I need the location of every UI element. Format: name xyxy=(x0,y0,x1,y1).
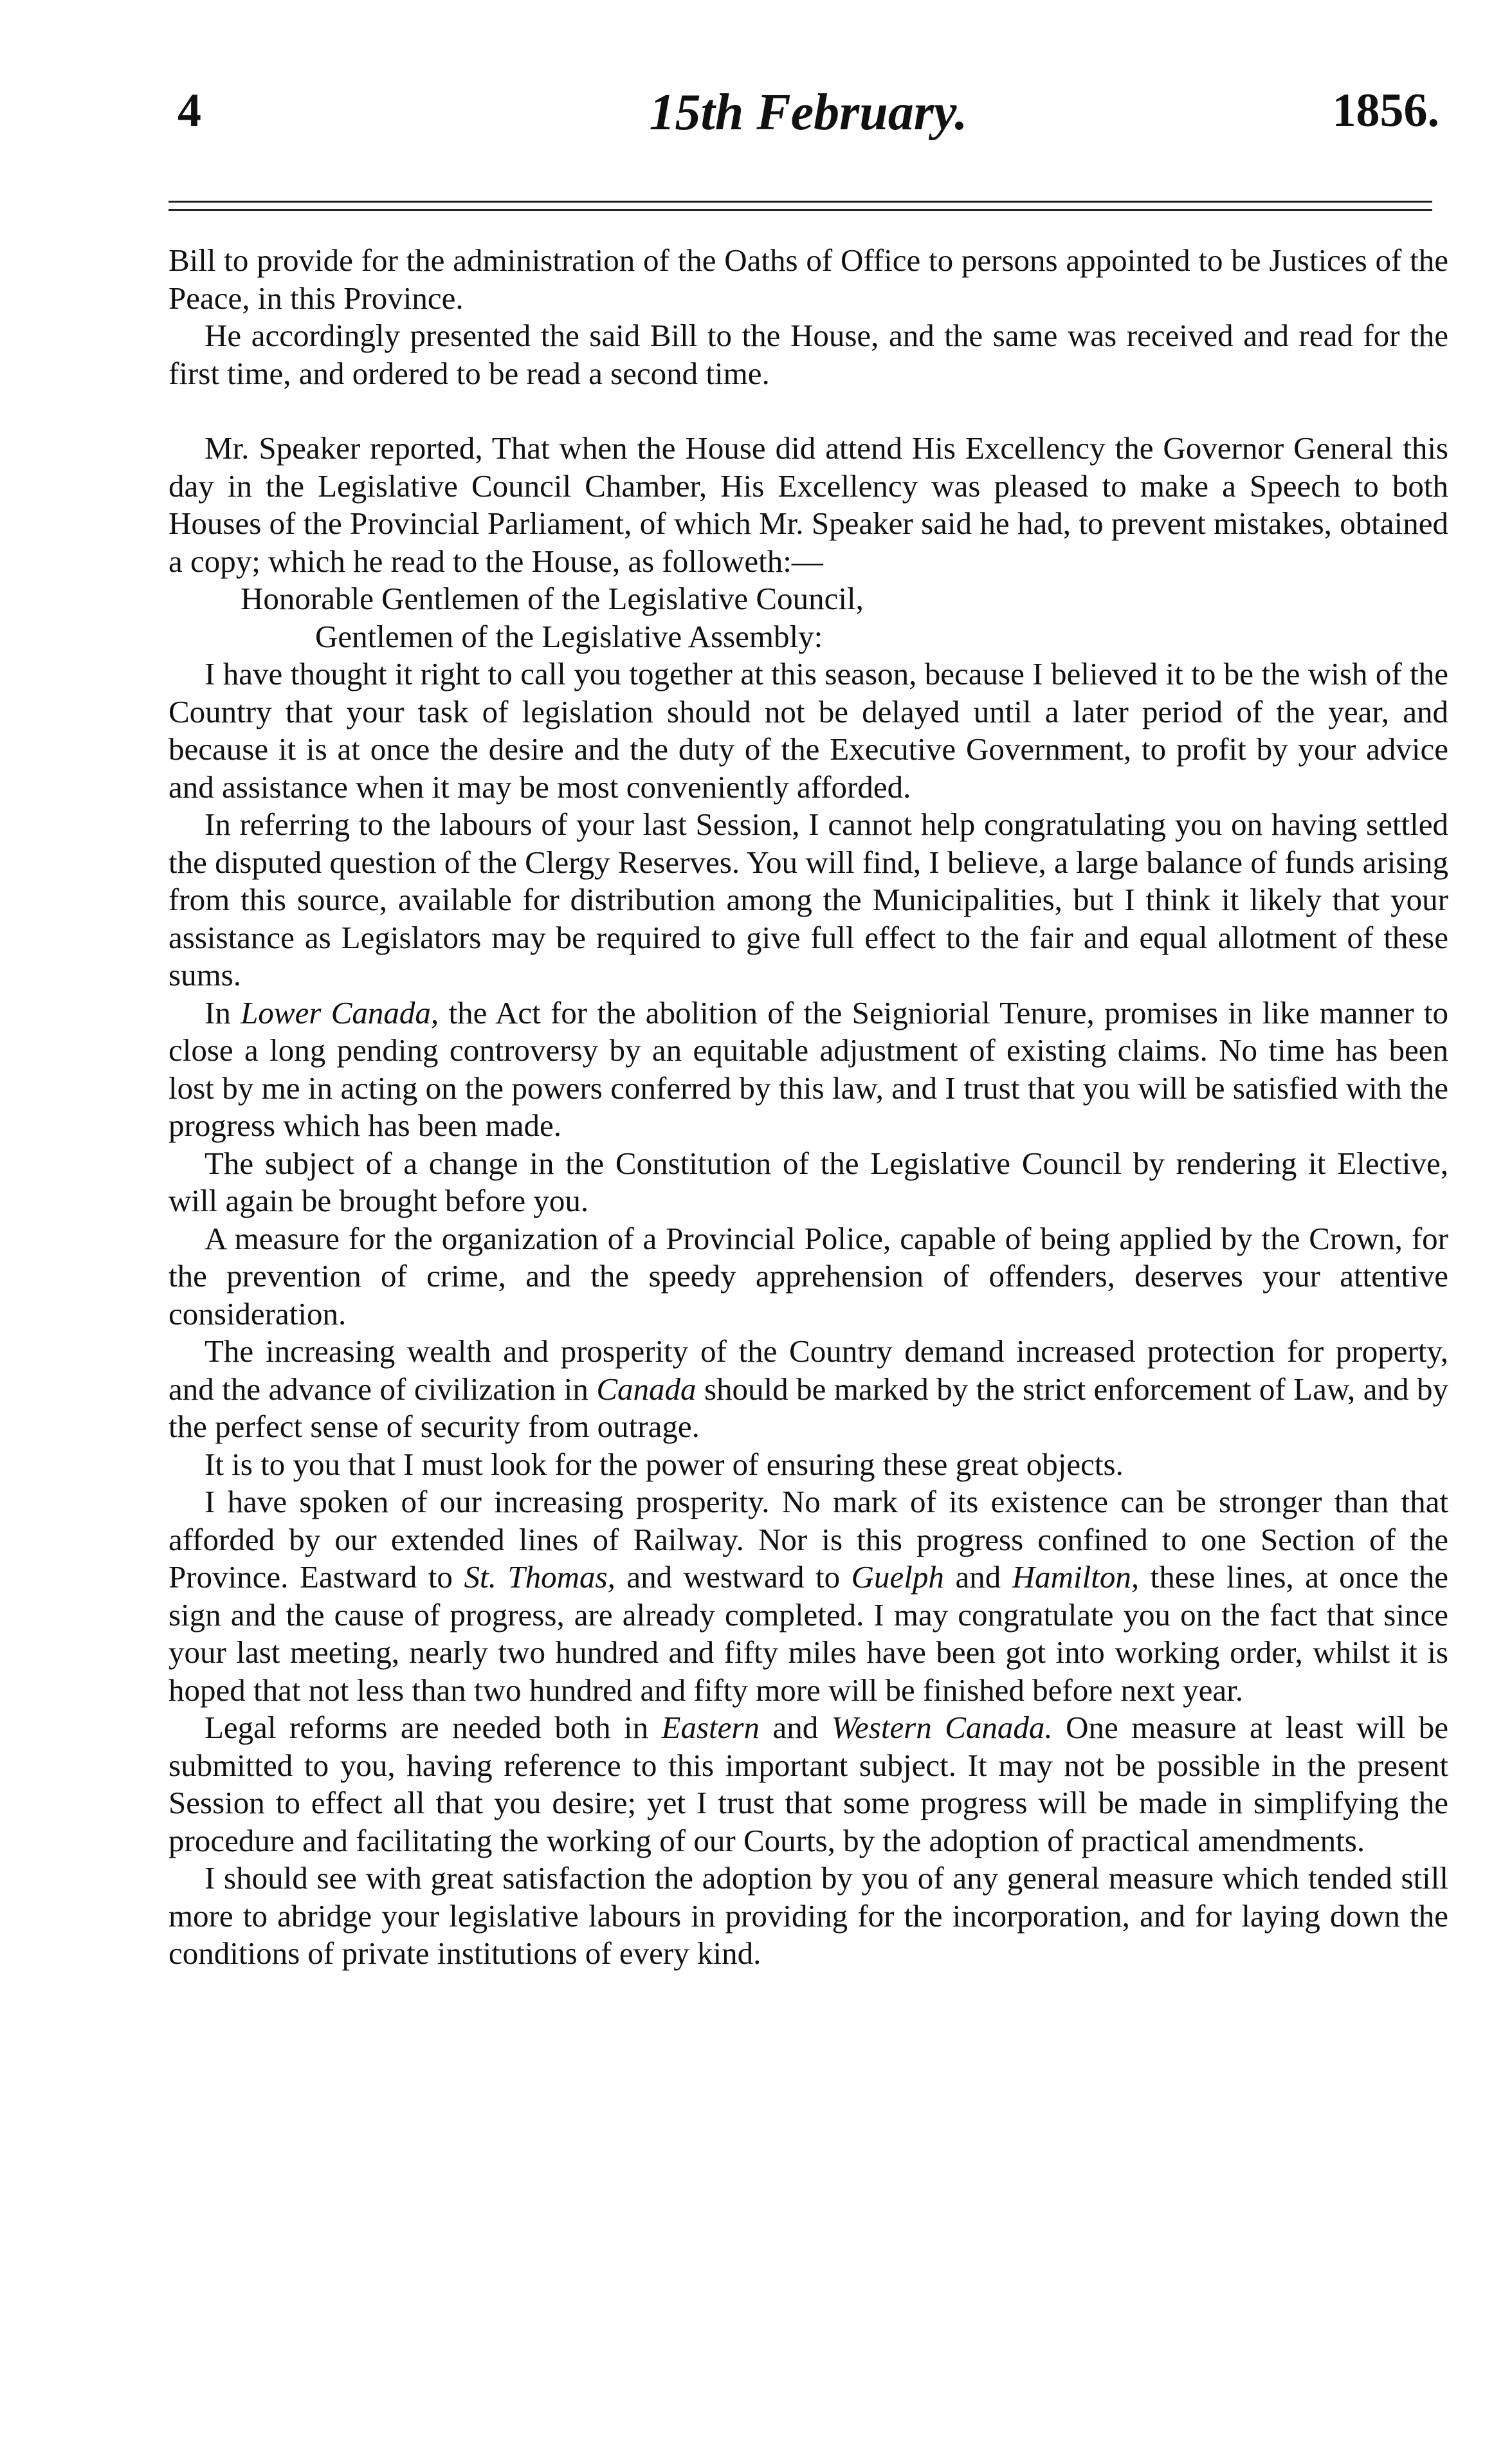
page-body xyxy=(169,242,1448,1973)
text-run: The increasing wealth and prosperity of the Country demand increased protection for property, and the advance of civilization in xyxy=(169,1333,1448,1407)
salutation-council: Honorable Gentlemen of the Legislative Council, xyxy=(241,581,864,616)
paragraph-speaker-reported: Mr. Speaker reported, That when the House did attend His Excellency the Governor General this day in the Legislative Council Chamber, His Excellency was pleased to make a Speech to both Houses of the Provincial Parliament, of which Mr. Speaker said he had, to prevent mistakes, obtained a copy; which he read to the House, as followeth:— xyxy=(169,430,1448,579)
page-date: 15th February. xyxy=(649,84,968,141)
paragraph-bill-justices: Bill to provide for the administration of the Oaths of Office to persons appointed to be Justices of the Peace, in this Province. xyxy=(169,242,1448,316)
italic-place-lower-canada: Lower Canada, xyxy=(241,994,439,1030)
document-page xyxy=(169,84,1448,1973)
italic-place-hamilton: Hamilton, xyxy=(1012,1559,1140,1595)
paragraph-great-objects: It is to you that I must look for the power of ensuring these great objects. xyxy=(205,1446,1124,1482)
italic-place-eastern: Eastern xyxy=(661,1710,760,1745)
page-number: 4 xyxy=(178,84,201,137)
text-run: and westward to xyxy=(615,1559,852,1595)
paragraph-provincial-police: A measure for the organization of a Provincial Police, capable of being applied by the Crown, for the prevention of crime, and the speedy apprehension of offenders, deserves your attentive consideration. xyxy=(169,1220,1448,1331)
page-year: 1856. xyxy=(1332,84,1439,137)
text-run: and xyxy=(943,1559,1012,1595)
salutation-assembly: Gentlemen of the Legislative Assembly: xyxy=(315,618,823,654)
text-run: Legal reforms are needed both in xyxy=(205,1710,662,1745)
italic-place-western-canada: Western Canada. xyxy=(831,1710,1053,1745)
paragraph-legal-reforms xyxy=(169,1709,1448,1860)
italic-place-guelph: Guelph xyxy=(851,1559,944,1595)
paragraph-season: I have thought it right to call you together at this season, because I believed it to be the wish of the Country that your task of legislation should not be delayed until a later period of the year, and because it is at once the desire and the duty of the Executive Government, to profit by your advice and assistance when it may be most conveniently afforded. xyxy=(169,656,1448,805)
text-run: and xyxy=(759,1710,832,1745)
text-run: these lines, at once the sign and the cause of progress, are already completed. I may congratulate you on the fact that since your last meeting, nearly two hundred and fifty miles have been got into working order, whilst it is hoped that not less than two hundred and fifty more will be finished before next year. xyxy=(169,1559,1449,1708)
paragraph-seigniorial-tenure xyxy=(169,994,1448,1145)
text-run: I have spoken of our increasing prosperity. No mark of its existence can be stronger than that afforded by our extended lines of Railway. Nor is this progress confined to one Section of the Province. Eastward to xyxy=(169,1484,1448,1595)
paragraph-bill-presented: He accordingly presented the said Bill to the House, and the same was received and read for the first time, and ordered to be read a second time. xyxy=(169,318,1448,391)
paragraph-private-institutions: I should see with great satisfaction the adoption by you of any general measure which tended still more to abridge your legislative labours in providing for the incorporation, and for laying down the conditions of private institutions of every kind. xyxy=(169,1860,1448,1971)
text-run: In xyxy=(205,994,241,1030)
page-header xyxy=(169,84,1448,154)
text-run: should be marked by the strict enforcement of Law, and by the perfect sense of security from outrage. xyxy=(169,1371,1448,1444)
paragraph-legislative-council: The subject of a change in the Constitution of the Legislative Council by rendering it Elective, will again be brought before you. xyxy=(169,1145,1448,1218)
italic-place-canada: Canada xyxy=(596,1371,697,1407)
header-double-rule xyxy=(169,201,1432,211)
paragraph-clergy-reserves: In referring to the labours of your last Session, I cannot help congratulating you on having settled the disputed question of the Clergy Reserves. You will find, I believe, a large balance of funds arising from this source, available for distribution among the Municipalities, but I think it likely that your assistance as Legislators may be required to give full effect to the fair and equal allotment of these sums. xyxy=(169,807,1448,993)
text-run: the Act for the abolition of the Seigniorial Tenure, promises in like manner to close a long pending controversy by an equitable adjustment of existing claims. No time has been lost by me in acting on the powers conferred by this law, and I trust that you will be satisfied with the progress which has been made. xyxy=(169,994,1448,1143)
italic-place-st-thomas: St. Thomas, xyxy=(464,1559,615,1595)
paragraph-wealth-prosperity xyxy=(169,1333,1448,1446)
paragraph-railway xyxy=(169,1483,1448,1709)
text-run: One measure at least will be submitted to you, having reference to this important subject. It may not be possible in the present Session to effect all that you desire; yet I trust that some progress will be made in simplifying the procedure and facilitating the working of our Courts, by the adoption of practical amendments. xyxy=(169,1710,1449,1858)
